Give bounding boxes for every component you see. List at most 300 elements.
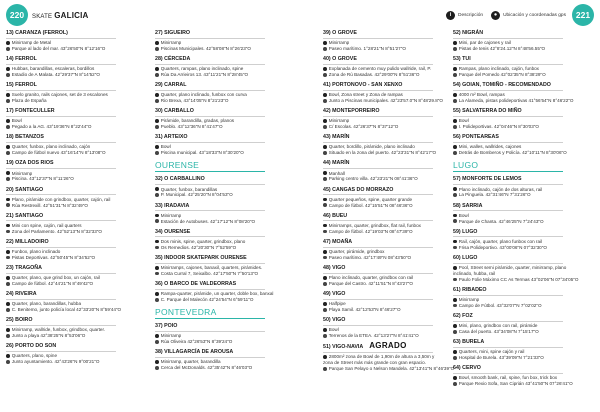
location-text: Situado en la zona del puerto. 42°23'31"N 8°42'17"O <box>328 150 437 156</box>
description-icon <box>453 214 457 218</box>
location-pin-icon <box>323 203 327 207</box>
description-icon <box>453 93 457 97</box>
description-icon <box>453 266 457 270</box>
description-text: Minirramp, wallride, funbox, grindbox, quarter. <box>11 327 105 333</box>
skatepark-title <box>155 349 265 358</box>
header-left <box>6 0 89 30</box>
description-icon <box>453 376 457 380</box>
skatepark-entry <box>323 30 433 52</box>
description-icon <box>6 250 10 254</box>
location-pin-icon <box>453 47 457 51</box>
skatepark-title <box>6 317 116 326</box>
location-pin-icon <box>453 246 457 250</box>
skatepark-title <box>155 203 265 212</box>
location-pin-icon <box>323 177 327 181</box>
location-text: Parque al lado del mar. 43°26'50"N 8°12'16"O <box>11 46 106 51</box>
skatepark-name: 20) SANTIAGO <box>6 186 44 193</box>
location-line <box>6 359 116 365</box>
skatepark-title <box>155 323 265 332</box>
description-text: Quarter, pirámide, grindbox <box>328 248 385 254</box>
skatepark-title <box>323 82 433 91</box>
skatepark-entry <box>323 160 433 182</box>
location-text: Campo de fútbol. 42°15'51"N 08°46'36"O <box>328 202 413 208</box>
description-text: inclinado, hubba, rail <box>453 270 496 276</box>
location-text: Rúa Oliveira 42°26'53"N 8°39'24"O <box>160 338 233 344</box>
description-text: Minirramp <box>160 212 182 218</box>
location-pin-icon <box>323 282 327 286</box>
description-text: Bowl <box>328 327 339 333</box>
skatepark-title <box>155 108 265 117</box>
location-pin-icon: ● <box>491 11 500 20</box>
skatepark-entry <box>6 213 116 235</box>
skatepark-name: 37) POIO <box>155 322 178 329</box>
description-icon <box>155 360 159 364</box>
skatepark-name: 54) GOIAN, TOMIÑO - RECOMENDADO <box>453 82 551 89</box>
description-icon <box>155 334 159 338</box>
description-text: Bowl <box>11 118 22 124</box>
skatepark-name: 60) LUGO <box>453 254 478 261</box>
skatepark-entry <box>6 290 122 313</box>
location-text: Estación de Autobuses. 42°17'12"N 8°08'20"O <box>160 218 256 224</box>
location-text: Cerca del McDonalds. 42°35'42"N 8°46'03"O <box>160 365 253 371</box>
description-text: Minirramp <box>160 333 182 339</box>
description-icon <box>453 350 457 354</box>
skatepark-title <box>323 343 433 353</box>
skatepark-entry <box>323 317 433 339</box>
skatepark-name: 38) VILLAGARCÍA DE AROUSA <box>155 349 234 356</box>
location-pin-icon <box>453 382 457 386</box>
column-2 <box>155 30 274 375</box>
location-pin-icon <box>155 246 159 250</box>
skatepark-title <box>453 203 563 212</box>
skatepark-name: 21) SANTIAGO <box>6 212 44 219</box>
skatepark-name: 23) TRAGOÑA <box>6 264 42 271</box>
skatepark-entry <box>6 239 116 261</box>
description-text: Minirramps, cajones, banaxil, quarters, pirámides. <box>160 264 263 270</box>
location-text: Junto a Piscinas municipales. 42°23'57.0"N 8°48'29.8"O <box>328 98 443 104</box>
skatepark-entry <box>453 365 573 387</box>
skatepark-name: 42) MONTEPORREIRO <box>323 108 380 115</box>
region-heading: OURENSE <box>155 160 265 172</box>
description-icon <box>453 41 457 45</box>
description-icon <box>453 240 457 244</box>
skatepark-entry <box>323 134 437 156</box>
legend-description: Descripción <box>458 12 484 18</box>
location-line <box>323 203 433 209</box>
header-right <box>446 0 594 30</box>
description-text: Plano inclinado, cajón de dos alturas, rail <box>458 186 543 192</box>
location-line <box>453 381 573 387</box>
location-line <box>6 203 116 209</box>
location-text: Pegado a la AG. 43°19'36"N 8°22'44"O <box>11 124 92 130</box>
location-line <box>453 276 579 283</box>
location-text: Parque del Castro. 42°11'51"N 8°43'27"O <box>328 280 413 286</box>
location-pin-icon <box>155 366 159 370</box>
skatepark-name: 19) OZA DOS RIOS <box>6 160 54 167</box>
location-pin-icon <box>323 367 327 371</box>
skatepark-entry <box>6 265 116 287</box>
description-text: Plano, pirámide con grindbox, quarter, cajón, rail <box>11 196 111 202</box>
skatepark-title <box>453 339 563 348</box>
location-pin-icon <box>155 193 159 197</box>
location-line <box>6 333 116 339</box>
skatepark-name: 33) IRADAVIA <box>155 202 190 209</box>
location-pin-icon <box>323 99 327 103</box>
skatepark-entry <box>155 108 265 130</box>
description-text: Bowl, smooth bank, rail, spine, fun box, trick box <box>458 375 558 381</box>
description-text: Quarter, plano, barandillas, hubba <box>11 301 82 307</box>
location-text: Pistas Deportivas. 42°50'45"N 8°34'52"O <box>11 254 96 260</box>
skatepark-name: 32) O CARBALLINO <box>155 176 205 183</box>
skatepark-entry <box>453 30 563 52</box>
skatepark-name: 63) BURELA <box>453 338 485 345</box>
skatepark-title <box>453 30 563 39</box>
description-text: Pirámide, barandilla, gradas, planos <box>160 118 235 124</box>
description-icon <box>6 171 10 175</box>
skatepark-entry <box>453 56 563 78</box>
location-line <box>6 98 116 104</box>
location-text: Playa Samil. 42°12'53"N 8°46'27"O <box>328 306 401 312</box>
location-line <box>155 245 265 251</box>
skatepark-entry <box>155 82 265 104</box>
location-pin-icon <box>323 308 327 312</box>
description-icon <box>155 67 159 71</box>
location-pin-icon <box>6 230 10 234</box>
description-icon <box>155 93 159 97</box>
description-icon <box>323 328 327 332</box>
section-title <box>32 11 89 20</box>
description-text: Minirramp <box>328 118 350 124</box>
location-line <box>323 307 433 313</box>
skatepark-entry <box>6 56 116 78</box>
description-icon <box>6 354 10 358</box>
location-pin-icon <box>155 125 159 129</box>
skatepark-name: 30) CARBALLO <box>155 108 194 115</box>
description-icon <box>155 240 159 244</box>
skatepark-title <box>6 187 116 196</box>
skatepark-title <box>323 239 433 248</box>
location-line <box>323 72 433 78</box>
skatepark-title <box>453 255 563 264</box>
skatepark-name: 61) RIBADEO <box>453 286 487 293</box>
description-text: Bowl <box>458 212 469 218</box>
description-text: Mini, walles, wallrides, cajones <box>458 144 522 150</box>
skatepark-title <box>6 291 116 300</box>
location-line <box>6 46 116 52</box>
description-text: Rampa-quarter, pirámide, un quarter, doble box, banxal <box>160 290 274 296</box>
description-text: Quarters, rampas, plano inclinado, spine <box>160 66 244 72</box>
description-text: Minirramp <box>328 40 350 46</box>
description-text: Halfpipe <box>328 301 346 307</box>
skatepark-entry <box>323 56 433 78</box>
description-icon <box>323 145 327 149</box>
skatepark-name: 45) CANGAS DO MORRAZO <box>323 186 394 193</box>
location-pin-icon <box>6 282 10 286</box>
location-text: Piscina municipal. 43°18'33"N 8°30'20"O <box>160 150 244 156</box>
skatepark-entry <box>6 108 116 130</box>
skatepark-name: 56) PONTEAREAS <box>453 134 499 141</box>
section-prefix: SKATE <box>32 13 53 20</box>
right-page-number: 221 <box>572 4 594 26</box>
location-line <box>323 366 455 372</box>
description-text: Pool, Street semi pirámide, quarter, minirramp, plano <box>458 264 567 270</box>
location-pin-icon <box>6 308 10 312</box>
skatepark-entry <box>155 176 265 198</box>
location-text: Os Remedios. 42°20'30"N 7°52'59"O <box>160 244 237 250</box>
skatepark-name: 22) MILLADOIRO <box>6 238 49 245</box>
location-line <box>323 150 437 156</box>
skatepark-name: 24) RIVEIRA <box>6 290 37 297</box>
skatepark-title <box>6 265 116 274</box>
skatepark-entry <box>6 134 116 156</box>
column-4 <box>453 30 579 391</box>
location-line <box>155 150 265 156</box>
location-line <box>6 124 116 130</box>
skatepark-name: 58) SARRIA <box>453 202 483 209</box>
description-icon <box>323 355 327 359</box>
description-icon <box>155 214 159 218</box>
skatepark-title <box>323 134 433 143</box>
skatepark-name: 46) BUEU <box>323 212 348 219</box>
skatepark-entry <box>323 187 433 209</box>
location-line <box>6 306 122 313</box>
skatepark-entry <box>155 349 265 371</box>
location-line <box>6 150 116 156</box>
location-line <box>323 229 433 235</box>
skatepark-name: 51) VIGO-NAVIA <box>323 344 364 351</box>
skatepark-title <box>323 317 433 326</box>
skatepark-name: 41) PORTONOVO - SAN XENXO <box>323 82 403 89</box>
skatepark-entry <box>6 343 116 365</box>
skatepark-name: 43) MARÍN <box>323 134 350 141</box>
description-text: Minirramp <box>160 40 182 46</box>
skatepark-name: 39) O GROVE <box>323 30 357 36</box>
location-pin-icon <box>155 272 159 276</box>
description-text: Mini, plano, grindbox con rail, pirámide <box>458 322 538 328</box>
location-line <box>6 255 116 261</box>
skatepark-title <box>6 134 116 143</box>
location-line <box>155 365 265 371</box>
description-text: Plano inclinado, quarter, grindbox con rail <box>328 274 414 280</box>
description-icon <box>6 119 10 123</box>
skatepark-name: 52) NIGRÁN <box>453 30 484 36</box>
description-text: Quarter, plano inclinado, funbox con curva <box>160 92 247 98</box>
legend-location: Ubicación y coordenadas gps <box>503 12 566 18</box>
description-icon <box>323 198 327 202</box>
location-text: Campo de fútbol nuevo 43°16'14"N 8°13'08"O <box>11 150 106 156</box>
location-pin-icon <box>6 177 10 181</box>
skatepark-title <box>155 255 265 264</box>
description-icon <box>453 187 457 191</box>
location-line <box>453 245 563 251</box>
location-line <box>453 124 563 130</box>
location-line <box>453 150 567 156</box>
location-text: Frisa Polideportivo. 43°00'06"N 07°32'30"O <box>458 244 547 250</box>
skatepark-entry <box>6 82 116 104</box>
location-line <box>6 72 116 78</box>
location-line <box>155 124 265 130</box>
skatepark-entry <box>453 339 563 361</box>
description-icon <box>323 171 327 175</box>
location-pin-icon <box>155 47 159 51</box>
skatepark-entry <box>155 255 265 277</box>
skatepark-name: 53) TUI <box>453 56 471 63</box>
location-text: Zona de Rú Basadas. 42°29'00"N 8°51'36"O <box>328 72 420 78</box>
location-text: Zona del Parlamento. 42°52'13"N 8°32'33"O <box>11 228 102 234</box>
skatepark-title <box>323 56 433 65</box>
location-pin-icon <box>155 340 159 344</box>
section-name: GALICIA <box>54 10 89 20</box>
description-text: Quarter, funbox, plano inclinado, cajón <box>11 144 91 150</box>
skatepark-entry <box>6 160 116 182</box>
location-pin-icon <box>6 203 10 207</box>
region-heading: LUGO <box>453 160 563 172</box>
description-icon <box>155 41 159 45</box>
skatepark-name: 48) VIGO <box>323 264 346 271</box>
skatepark-name: 35) INDOOR SKATEPARK OURENSE <box>155 254 247 261</box>
region-heading: PONTEVEDRA <box>155 307 265 319</box>
skatepark-name: 31) ARTEIXO <box>155 134 188 141</box>
description-icon <box>323 93 327 97</box>
description-icon <box>453 298 457 302</box>
location-line <box>6 229 116 235</box>
location-text: Paseo marítimo. 42°17'49"N 08°43'50"O <box>328 254 412 260</box>
location-line <box>155 72 265 78</box>
skatepark-name: 15) FERROL <box>6 82 37 89</box>
location-pin-icon <box>453 125 457 129</box>
skatepark-entry <box>323 213 433 235</box>
description-icon <box>6 224 10 228</box>
skatepark-name: 49) VIGO <box>323 290 346 297</box>
description-text: Quarter, funbox, barandillas <box>160 186 218 192</box>
location-text: Detrás de Bomberos y Policía. 42°10'11"N 8°30'06"O <box>458 150 567 156</box>
location-text: C. Benitemo, junto policía local 42°33'20"N 8°59'44"O <box>11 306 122 312</box>
description-text: Minirramps, quarter, grindbox, flat rail, funbox <box>328 222 421 228</box>
location-line <box>323 333 433 339</box>
description-icon <box>323 224 327 228</box>
description-text: Bowl, Zona street y Zona de rampas <box>328 92 403 98</box>
location-pin-icon <box>6 47 10 51</box>
skatepark-name: 40) O GROVE <box>323 56 357 63</box>
description-icon <box>6 198 10 202</box>
skatepark-name: 36) O BARCO DE VALDEORRAS <box>155 280 237 287</box>
skatepark-entry <box>155 56 265 78</box>
description-icon <box>323 67 327 71</box>
skatepark-entry <box>453 313 563 335</box>
location-text: Campo de fútbol. 42°19'03"N 08°47'39"O <box>328 228 413 234</box>
skatepark-entry <box>453 229 563 251</box>
description-text: Minirramp de Metal <box>11 40 52 46</box>
skatepark-name: 17) FONTECULLER <box>6 108 55 115</box>
skatepark-title <box>323 187 433 196</box>
skatepark-title <box>6 30 116 39</box>
description-text: Rampas, plano inclinado, cajón, funbox <box>458 66 539 72</box>
location-pin-icon <box>6 151 10 155</box>
location-text: Rio Brexa, 43°14'05"N 8°21'23"O <box>160 98 229 104</box>
legend <box>446 11 566 20</box>
skatepark-name: 26) PORTO DO SON <box>6 343 57 350</box>
location-pin-icon <box>155 298 159 302</box>
skatepark-title <box>323 30 433 39</box>
location-text: C/ Escolas. 42°26'37"N 8°37'12"O <box>328 124 399 130</box>
description-text: Hubbas, barandillas, escaleras, bordillos <box>11 66 95 72</box>
skatepark-name: 59) LUGO <box>453 228 478 235</box>
location-text: Piscinas Municipales. 42°58'08"N 8°26'23"O <box>160 46 251 51</box>
skatepark-title <box>6 108 116 117</box>
location-pin-icon <box>6 360 10 364</box>
skatepark-title <box>155 30 265 39</box>
skatepark-entry <box>453 203 563 225</box>
skatepark-entry <box>6 30 116 52</box>
location-line <box>155 98 265 104</box>
location-pin-icon <box>323 256 327 260</box>
skatepark-name: 27) SIGUEIRO <box>155 30 191 36</box>
location-text: La Pinguela. 42°31'46"N 7°31'26"O <box>458 192 531 198</box>
location-pin-icon <box>6 99 10 103</box>
skatepark-entry <box>453 254 579 283</box>
skatepark-title <box>6 56 116 65</box>
description-icon <box>323 119 327 123</box>
skatepark-title <box>453 229 563 238</box>
skatepark-title <box>155 281 265 290</box>
location-text: Casa del puerto. 43°34'08"N 7°15'17"O <box>458 328 539 334</box>
location-line <box>453 72 563 78</box>
skatepark-entry <box>155 229 265 251</box>
location-text: Campo de Fútbol. 43°32'07"N 7°02'02"O <box>458 302 542 308</box>
skatepark-title <box>323 213 433 222</box>
location-text: Terrenos de la ETEA. 42°13'27"N 8°41'41"O <box>328 333 419 339</box>
location-line <box>6 281 116 287</box>
column-1 <box>6 30 122 369</box>
description-icon <box>6 276 10 280</box>
description-text: Minirramp <box>11 170 33 176</box>
location-pin-icon <box>155 151 159 155</box>
location-text: Paulo Folie Máximo CC As Termas 43°02'06"N 07°34'05"O <box>458 276 579 282</box>
skatepark-name: 28) CÉRCEDA <box>155 56 191 63</box>
location-line <box>323 124 433 130</box>
skatepark-title <box>155 229 265 238</box>
location-pin-icon <box>155 219 159 223</box>
location-line <box>155 219 265 225</box>
skatepark-entry <box>453 134 567 156</box>
description-text: Quarter, bordillo, pirámide, plano inclinado <box>328 144 415 150</box>
skatepark-title <box>6 213 116 222</box>
location-pin-icon <box>453 99 457 103</box>
location-pin-icon <box>453 219 457 223</box>
location-pin-icon <box>323 334 327 338</box>
location-text: Parque Rexio Sofa, San Ciprián 43°41'50"N 07°26'41"O <box>458 381 573 387</box>
skatepark-name: 29) CARRAL <box>155 82 187 89</box>
location-text: Plaza de España <box>11 98 47 104</box>
skatepark-entry <box>453 108 563 130</box>
skatepark-entry <box>453 287 563 309</box>
description-text: Mini, par de cajones y rail <box>458 40 511 46</box>
description-text: Quarters, mini, spine cajón y rail <box>458 349 525 355</box>
skatepark-title <box>323 265 433 274</box>
skatepark-title <box>6 82 116 91</box>
location-text: Costa Curral 7, Seixalbo. 42°17'50"N 7°50'13"O <box>160 270 259 276</box>
description-icon <box>323 250 327 254</box>
description-text: Quarter pequeños, spine, quarter grande <box>328 196 413 202</box>
description-icon: i <box>446 11 455 20</box>
location-text: Parque San Pelayo o Nelson Mandela. 42°13'41"N 8°46'39"O <box>328 366 455 372</box>
description-icon <box>453 67 457 71</box>
location-pin-icon <box>155 99 159 103</box>
location-line <box>453 192 563 198</box>
description-icon <box>155 145 159 149</box>
skatepark-name: 57) MONFORTE DE LEMOS <box>453 176 522 183</box>
location-pin-icon <box>6 125 10 129</box>
